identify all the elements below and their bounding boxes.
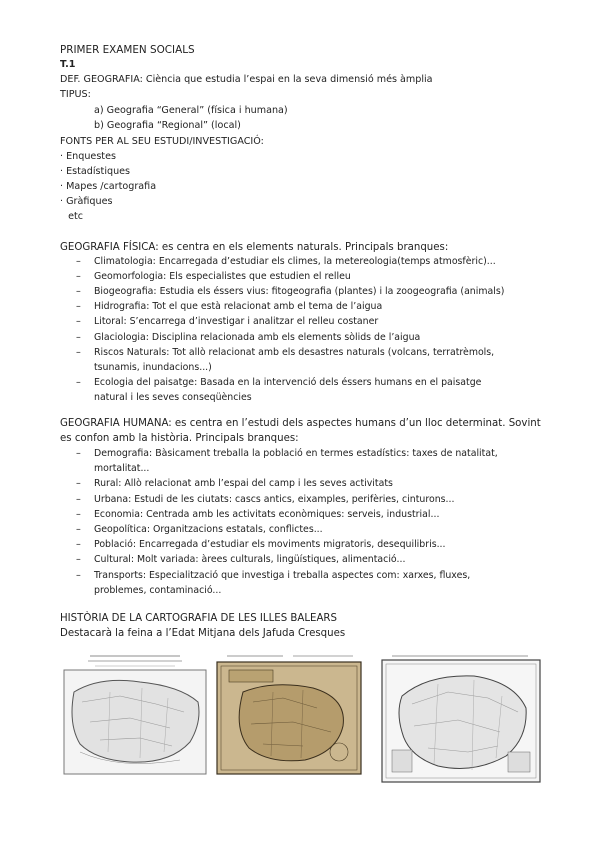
branch-item: Riscos Naturals: Tot allò relacionat amb els desastres naturals (volcans, terratrèmols, [94,346,495,358]
fonts-item: · Enquestes [60,151,116,162]
bullet-dash: – [76,554,81,566]
fonts-item: · Gràfiques [60,196,113,207]
branch-item: Litoral: S’encarrega d’investigar i analitzar el relleu costaner [94,316,379,328]
historic-map-image-1 [60,652,210,777]
fonts-label: FONTS PER AL SEU ESTUDI/INVESTIGACIÓ: [60,136,264,147]
branch-item-continued: tsunamis, inundacions...) [94,361,212,373]
bullet-dash: – [76,301,81,313]
bullet-dash: – [76,478,81,490]
branch-item-continued: problemes, contaminació... [94,584,222,596]
bullet-dash: – [76,376,81,388]
bullet-dash: – [76,316,81,328]
branch-item: Cultural: Molt variada: àrees culturals, lingüístiques, alimentació... [94,554,406,566]
branch-item: Urbana: Estudi de les ciutats: cascs antics, eixamples, perifèries, cinturons... [94,493,455,505]
bullet-dash: – [76,539,81,551]
fonts-item: · Mapes /cartografia [60,181,157,192]
bullet-dash: – [76,493,81,505]
humana-intro-continued: es confon amb la història. Principals branques: [60,433,299,444]
tipus-label: TIPUS: [60,89,91,100]
bullet-dash: – [76,448,81,459]
fonts-item: · Estadístiques [60,166,131,177]
bullet-dash: – [76,271,81,283]
tipus-item: a) Geografia “General” (física i humana) [94,105,288,116]
branch-item-continued: natural i les seves conseqüències [94,391,252,403]
branch-item: Transports: Especialització que investiga i treballa aspectes com: xarxes, fluxes, [94,569,471,581]
humana-intro: GEOGRAFIA HUMANA: es centra en l’estudi dels aspectes humans d’un lloc determinat. Sovint [60,418,541,429]
branch-item: Població: Encarregada d’estudiar els moviments migratoris, desequilibris... [94,539,446,551]
document-title: PRIMER EXAMEN SOCIALS [60,44,195,56]
branch-item: Geomorfologia: Els especialistes que estudien el relleu [94,271,351,283]
branch-item: Ecologia del paisatge: Basada en la intervenció dels éssers humans en el paisatge [94,376,482,388]
branch-item: Climatologia: Encarregada d’estudiar els climes, la metereologia(temps atmosfèric)... [94,256,496,267]
branch-item: Economia: Centrada amb les activitats econòmiques: serveis, industrial... [94,508,440,520]
bullet-dash: – [76,346,81,358]
tipus-item: b) Geografia “Regional” (local) [94,120,241,131]
branch-item: Geopolítica: Organitzacions estatals, conflictes... [94,524,323,535]
bullet-dash: – [76,286,81,298]
bullet-dash: – [76,569,81,581]
branch-item: Hidrografia: Tot el que està relacionat amb el tema de l’aigua [94,301,383,313]
historic-map-image-2 [213,652,365,777]
historic-map-image-3 [378,652,544,784]
bullet-dash: – [76,331,81,343]
historia-heading: HISTÒRIA DE LA CARTOGRAFIA DE LES ILLES BALEARS [60,613,337,624]
section-label: T.1 [60,59,76,70]
branch-item: Demografia: Bàsicament treballa la població en termes estadístics: taxes de natalitat, [94,448,498,459]
fisica-intro: GEOGRAFIA FÍSICA: es centra en els elements naturals. Principals branques: [60,242,449,253]
historia-subheading: Destacarà la feina a l’Edat Mitjana dels Jafuda Cresques [60,628,346,639]
bullet-dash: – [76,508,81,520]
branch-item: Rural: Allò relacionat amb l’espai del camp i les seves activitats [94,478,393,490]
fonts-item: etc [62,211,84,222]
definition-line: DEF. GEOGRAFIA: Ciència que estudia l’espai en la seva dimensió més àmplia [60,74,433,85]
branch-item: Glaciologia: Disciplina relacionada amb els elements sòlids de l’aigua [94,331,421,343]
branch-item: Biogeografia: Estudia els éssers vius: fitogeografia (plantes) i la zoogeografia (animals) [94,286,505,298]
bullet-dash: – [76,524,81,535]
bullet-dash: – [76,256,81,267]
branch-item-continued: mortalitat... [94,463,150,475]
